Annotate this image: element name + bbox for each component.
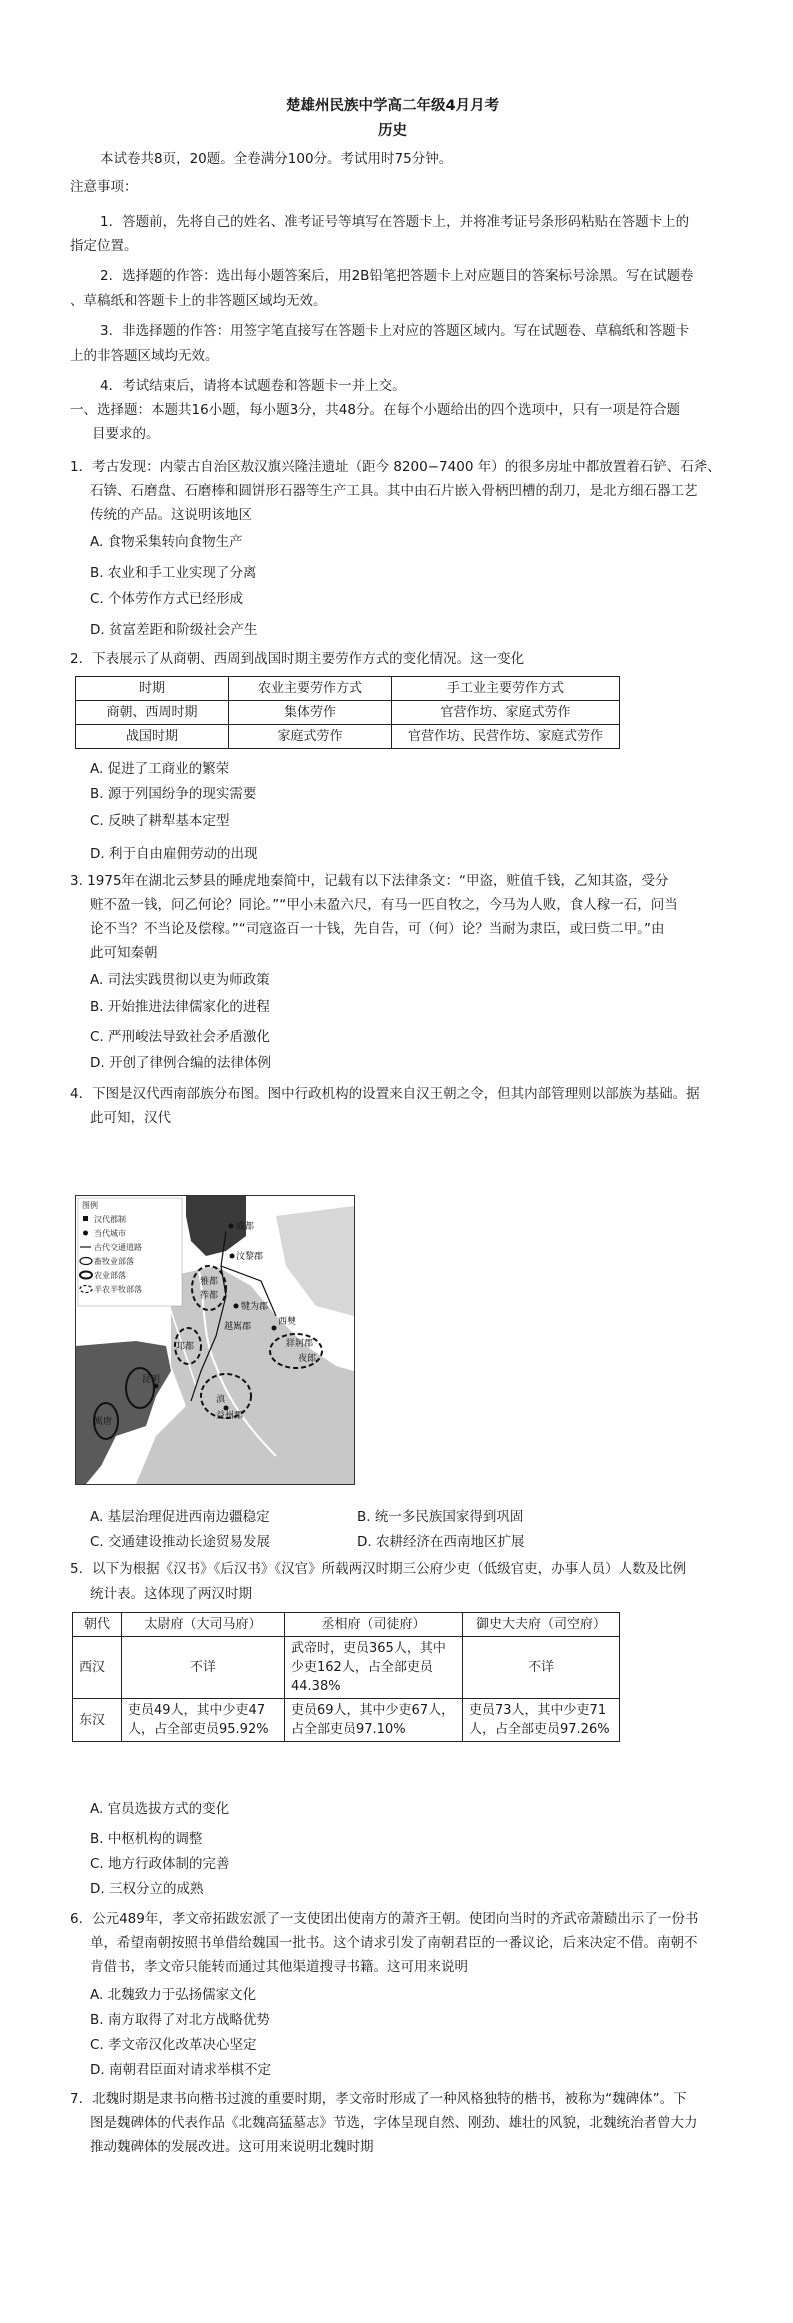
cell-line: 吏员49人，其中少吏47 <box>128 1703 266 1718</box>
city-dot <box>229 1224 234 1229</box>
section1-line2: 目要求的。 <box>92 426 160 442</box>
legend-title: 图例 <box>82 1201 98 1210</box>
q2-option-c: C. 反映了耕犁基本定型 <box>90 813 230 829</box>
table-header-cell: 丞相府（司徒府） <box>285 1613 463 1637</box>
q3-stem-line2: 赃不盈一钱，问乙何论？同论。”“甲小未盈六尺，有马一匹自牧之，今马为人败，食人稼一石，问当 <box>90 897 678 913</box>
map-label: 汶黎郡 <box>236 1252 264 1262</box>
map-label: 昆明 <box>142 1375 161 1385</box>
q4-option-b: B. 统一多民族国家得到巩固 <box>357 1509 524 1525</box>
table-header-row <box>73 1613 620 1637</box>
q3-stem-line4: 此可知秦朝 <box>90 945 158 961</box>
q5-option-a: A. 官员选拔方式的变化 <box>90 1801 230 1817</box>
cell-line: 人，占全部吏员97.26% <box>469 1722 610 1737</box>
table-cell: 战国时期 <box>76 725 229 749</box>
q3-option-c: C. 严刑峻法导致社会矛盾激化 <box>90 1029 271 1045</box>
table-cell: 家庭式劳作 <box>229 725 392 749</box>
city-dot <box>224 1406 229 1411</box>
q3-option-b: B. 开始推进法律儒家化的进程 <box>90 999 270 1015</box>
table-cell: 东汉 <box>73 1699 122 1742</box>
q1-stem-line1: 1．考古发现：内蒙古自治区敖汉旗兴隆洼遗址（距今 8200−7400 年）的很多房址中都放置着石铲、石斧、 <box>70 459 721 475</box>
city-dot <box>230 1254 235 1259</box>
legend-item: 汉代郡制 <box>94 1215 126 1224</box>
legend-symbol-city <box>83 1231 88 1236</box>
exam-intro: 本试卷共8页，20题。全卷满分100分。考试用时75分钟。 <box>100 151 453 167</box>
q4-stem-line2: 此可知，汉代 <box>90 1110 171 1126</box>
cell-line: 少吏162人，占全部吏员 <box>291 1660 433 1675</box>
notice-title: 注意事项： <box>70 179 138 195</box>
map-label: 越嶲郡 <box>224 1322 252 1332</box>
q6-stem-line1: 6．公元489年，孝文帝拓跋宏派了一支使团出使南方的萧齐王朝。使团向当时的齐武帝萧赜出示了一份书 <box>70 1911 699 1927</box>
notice-2-line2: 、草稿纸和答题卡上的非答题区域均无效。 <box>70 293 327 309</box>
table-cell: 不详 <box>463 1637 620 1699</box>
notice-4-line1: 4．考试结束后，请将本试题卷和答题卡一并上交。 <box>100 378 406 394</box>
q2-option-d: D. 利于自由雇佣劳动的出现 <box>90 846 258 862</box>
exam-title: 楚雄州民族中学高二年级4月月考 <box>286 98 500 114</box>
q6-option-c: C. 孝文帝汉化改革决心坚定 <box>90 2037 257 2053</box>
table-cell <box>463 1699 620 1742</box>
q6-option-a: A. 北魏致力于弘扬儒家文化 <box>90 1987 257 2003</box>
q3-option-d: D. 开创了律例合编的法律体例 <box>90 1055 271 1071</box>
notice-1-line2: 指定位置。 <box>70 238 138 254</box>
map-label: 雅都 <box>200 1277 219 1287</box>
map-label: 犍为郡 <box>241 1302 269 1312</box>
table-header-cell: 农业主要劳作方式 <box>229 677 392 701</box>
map-label: 西僰 <box>278 1317 297 1327</box>
q2-table <box>75 676 620 749</box>
q5-option-c: C. 地方行政体制的完善 <box>90 1856 230 1872</box>
city-dot <box>272 1326 277 1331</box>
q3-stem-line1: 3. 1975年在湖北云梦县的睡虎地秦简中，记载有以下法律条文：“甲盗，赃值千钱，乙知其盗，受分 <box>70 873 669 889</box>
q5-stem-line1: 5．以下为根据《汉书》《后汉书》《汉官》所载两汉时期三公府少吏（低级官吏，办事人员）人数及比例 <box>70 1561 687 1577</box>
q7-stem-line1: 7．北魏时期是隶书向楷书过渡的重要时期，孝文帝时形成了一种风格独特的楷书，被称为“魏碑体”。下 <box>70 2091 687 2107</box>
q3-stem-line3: 论不当？不当论及偿稼。”“司寇盗百一十钱，先自告，可（何）论？当耐为隶臣，或曰赀二甲。”由 <box>90 921 665 937</box>
table-header-cell: 御史大夫府（司空府） <box>463 1613 620 1637</box>
q2-option-a: A. 促进了工商业的繁荣 <box>90 761 230 777</box>
table-header-cell: 太尉府（大司马府） <box>122 1613 285 1637</box>
southwest-tribes-map <box>75 1195 355 1485</box>
table-cell <box>285 1699 463 1742</box>
table-header-cell: 手工业主要劳作方式 <box>392 677 620 701</box>
q1-stem-line3: 传统的产品。这说明该地区 <box>90 507 252 523</box>
map-label: 牂牁郡 <box>286 1339 314 1349</box>
q3-option-a: A. 司法实践贯彻以吏为师政策 <box>90 972 270 988</box>
map-label: 滇 <box>216 1395 226 1405</box>
table-header-cell: 时期 <box>76 677 229 701</box>
legend-item: 农业部落 <box>94 1271 126 1280</box>
cell-line: 吏员73人，其中少吏71 <box>469 1703 607 1718</box>
q1-option-b: B. 农业和手工业实现了分离 <box>90 565 257 581</box>
q4-option-a: A. 基层治理促进西南边疆稳定 <box>90 1509 270 1525</box>
q4-stem-line1: 4．下图是汉代西南部族分布图。图中行政机构的设置来自汉王朝之令，但其内部管理则以部族为基础。据 <box>70 1086 700 1102</box>
q1-option-a: A. 食物采集转向食物生产 <box>90 534 243 550</box>
q1-option-c: C. 个体劳作方式已经形成 <box>90 591 244 607</box>
notice-1-line1: 1．答题前，先将自己的姓名、准考证号等填写在答题卡上，并将准考证号条形码粘贴在答题卡上的 <box>100 214 690 230</box>
notice-3-line1: 3．非选择题的作答：用签字笔直接写在答题卡上对应的答题区域内。写在试题卷、草稿纸和答题卡 <box>100 323 690 339</box>
cell-line: 吏员69人，其中少吏67人， <box>291 1703 455 1718</box>
q6-option-b: B. 南方取得了对北方战略优势 <box>90 2012 270 2028</box>
map-label: 成都 <box>236 1222 255 1232</box>
city-dot <box>234 1304 239 1309</box>
table-row <box>76 725 620 749</box>
q2-stem: 2．下表展示了从商朝、西周到战国时期主要劳作方式的变化情况。这一变化 <box>70 651 525 667</box>
cell-line: 44.38% <box>291 1679 341 1694</box>
table-cell <box>285 1637 463 1699</box>
q6-option-d: D. 南朝君臣面对请求举棋不定 <box>90 2062 271 2078</box>
notice-2-line1: 2．选择题的作答：选出每小题答案后，用2B铅笔把答题卡上对应题目的答案标号涂黑。写在试题卷 <box>100 268 694 284</box>
map-canvas <box>76 1196 354 1484</box>
table-cell: 官营作坊、家庭式劳作 <box>392 701 620 725</box>
q1-option-d: D. 贫富差距和阶级社会产生 <box>90 622 258 638</box>
exam-subject: 历史 <box>378 123 407 139</box>
q5-option-d: D. 三权分立的成熟 <box>90 1881 204 1897</box>
notice-3-line2: 上的非答题区域均无效。 <box>70 348 219 364</box>
q4-option-c: C. 交通建设推动长途贸易发展 <box>90 1534 271 1550</box>
q6-stem-line2: 单，希望南朝按照书单借给魏国一批书。这个请求引发了南朝君臣的一番议论，后来决定不借。南朝不 <box>90 1935 698 1951</box>
q4-option-d: D. 农耕经济在西南地区扩展 <box>357 1534 525 1550</box>
map-terrain-ne <box>276 1206 354 1316</box>
table-header-row <box>76 677 620 701</box>
table-cell: 官营作坊、民营作坊、家庭式劳作 <box>392 725 620 749</box>
map-label: 夜郎 <box>298 1354 317 1364</box>
table-cell: 不详 <box>122 1637 285 1699</box>
table-cell: 西汉 <box>73 1637 122 1699</box>
legend-item: 畜牧业部落 <box>94 1257 134 1266</box>
cell-line: 武帝时，吏员365人，其中 <box>291 1641 446 1656</box>
q1-stem-line2: 石锛、石磨盘、石磨棒和圆饼形石器等生产工具。其中由石片嵌入骨柄凹槽的刮刀，是北方细石器工艺 <box>90 483 698 499</box>
cell-line: 占全部吏员97.10% <box>291 1722 406 1737</box>
section1-line1: 一、选择题：本题共16小题，每小题3分，共48分。在每个小题给出的四个选项中，只有一项是符合题 <box>70 402 680 418</box>
legend-item: 古代交通道路 <box>94 1243 142 1252</box>
cell-line: 人，占全部吏员95.92% <box>128 1722 269 1737</box>
map-label: 益州郡 <box>216 1411 244 1421</box>
table-row <box>73 1637 620 1699</box>
q7-stem-line3: 推动魏碑体的发展改进。这可用来说明北魏时期 <box>90 2139 374 2155</box>
q7-stem-line2: 图是魏碑体的代表作品《北魏高猛墓志》节选，字体呈现自然、刚劲、雄壮的风貌，北魏统治者曾大力 <box>90 2115 698 2131</box>
q5-stem-line2: 统计表。这体现了两汉时期 <box>90 1586 252 1602</box>
table-row <box>76 701 620 725</box>
map-label: 邛都 <box>176 1342 195 1352</box>
table-row <box>73 1699 620 1742</box>
legend-symbol-commandery <box>83 1216 88 1221</box>
q2-option-b: B. 源于列国纷争的现实需要 <box>90 786 257 802</box>
map-label: 筰都 <box>200 1291 219 1301</box>
table-cell: 商朝、西周时期 <box>76 701 229 725</box>
q5-table <box>72 1612 620 1742</box>
table-cell <box>122 1699 285 1742</box>
table-cell: 集体劳作 <box>229 701 392 725</box>
q5-option-b: B. 中枢机构的调整 <box>90 1831 203 1847</box>
q6-stem-line3: 肯借书，孝文帝只能转而通过其他渠道搜寻书籍。这可用来说明 <box>90 1959 468 1975</box>
legend-item: 半农半牧部落 <box>94 1285 142 1294</box>
legend-item: 当代城市 <box>94 1229 126 1238</box>
map-label: 嶲唐 <box>94 1417 113 1427</box>
table-header-cell: 朝代 <box>73 1613 122 1637</box>
